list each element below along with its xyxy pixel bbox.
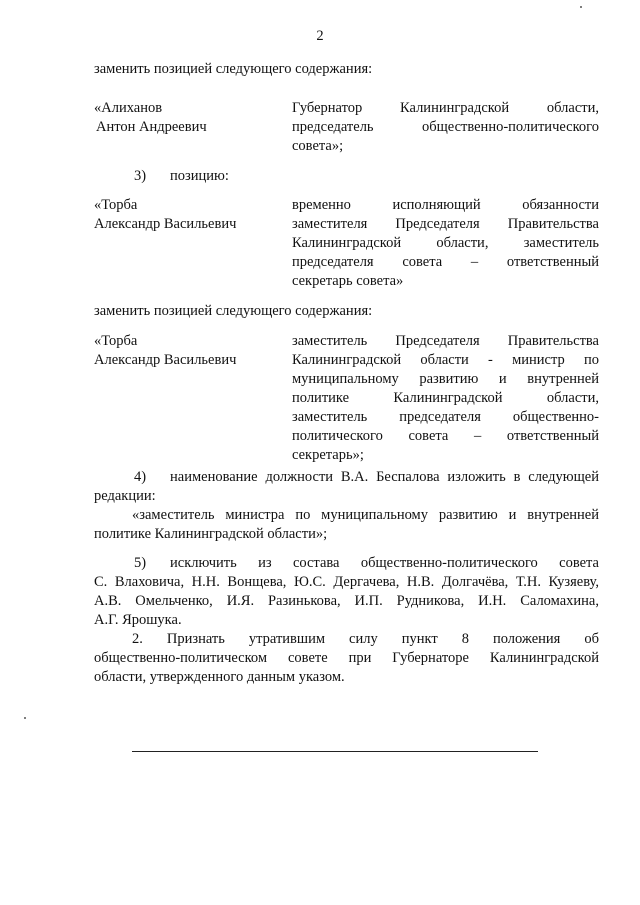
entry-2-name-line1: «Торба [94,197,138,213]
replace-intro-2: заменить позицией следующего содержания: [94,303,373,319]
entry-3-desc-line: политике Калининградской области, [292,390,599,406]
entry-2-desc-line: секретарь совета» [292,273,404,289]
entry-1-name [94,99,274,137]
point-2-line3: области, утвержденного данным указом. [94,669,345,685]
item-5-number: 5) [134,555,147,571]
entry-3-name [94,332,274,370]
point-2-line2: общественно-политическом совете при Губернаторе Калининградской [94,650,599,666]
entry-1-name-line1: «Алиханов [94,100,163,116]
item-3-text: позицию: [170,168,229,184]
item-4-number: 4) [134,469,147,485]
item-5-text-line1: исключить из состава общественно-политического совета [170,555,599,571]
item-5-text-line4: А.Г. Ярошука. [94,612,182,628]
entry-3-desc-line: заместитель Председателя Правительства [292,333,599,349]
entry-3-desc-line: заместитель председателя общественно- [292,409,599,425]
entry-3-description [292,332,599,465]
closing-horizontal-rule [132,751,538,752]
entry-2-desc-line: председателя совета – ответственный [292,254,599,270]
entry-3-desc-line: секретарь»; [292,447,364,463]
entry-1-name-line2: Антон Андреевич [96,119,207,135]
entry-1-desc-line: совета»; [292,138,344,154]
entry-2-desc-line: заместителя Председателя Правительства [292,216,599,232]
entry-3-desc-line: политического совета – ответственный [292,428,599,444]
item-4-quote-line2: политике Калининградской области»; [94,526,328,542]
replace-intro-1: заменить позицией следующего содержания: [94,61,373,77]
entry-3-desc-line: Калининградской области - министр по [292,352,599,368]
entry-2-name-line2: Александр Васильевич [94,216,237,232]
entry-1-description [292,99,599,156]
item-4-text-line2: редакции: [94,488,156,504]
entry-3-name-line2: Александр Васильевич [94,352,237,368]
entry-1-desc-line: председатель общественно-политического [292,119,599,135]
page-number: 2 [316,28,324,44]
scan-speck [24,717,26,719]
scan-speck [580,6,582,8]
item-5-text-line2: С. Влаховича, Н.Н. Вонщева, Ю.С. Дергачева, Н.В. Долгачёва, Т.Н. Кузяеву, [94,574,599,590]
entry-1-desc-line: Губернатор Калининградской области, [292,100,599,116]
entry-2-desc-line: временно исполняющий обязанности [292,197,599,213]
entry-2-description [292,196,599,291]
entry-2-name [94,196,274,234]
entry-2-desc-line: Калининградской области, заместитель [292,235,599,251]
item-5-text-line3: А.В. Омельченко, И.Я. Разинькова, И.П. Рудникова, И.Н. Саломахина, [94,593,599,609]
item-4-text-line1: наименование должности В.А. Беспалова изложить в следующей [170,469,599,485]
entry-3-name-line1: «Торба [94,333,138,349]
point-2-line1: 2. Признать утратившим силу пункт 8 положения об [132,631,599,647]
item-4-quote-line1: «заместитель министра по муниципальному развитию и внутренней [132,507,599,523]
entry-3-desc-line: муниципальному развитию и внутренней [292,371,599,387]
item-3-number: 3) [134,168,147,184]
